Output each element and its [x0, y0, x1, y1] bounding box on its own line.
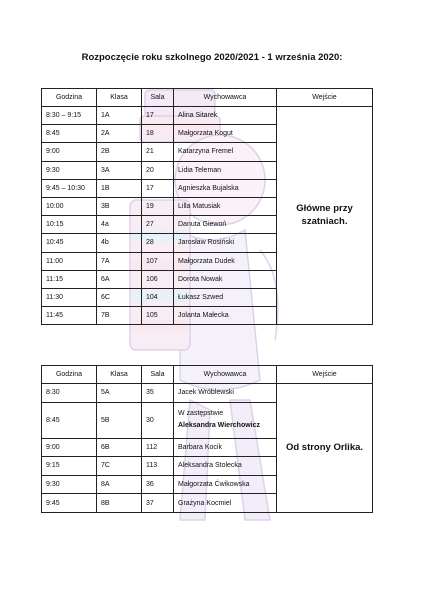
time-cell: 8:45 [42, 125, 97, 143]
time-cell: 9:00 [42, 143, 97, 161]
time-cell: 9:45 – 10:30 [42, 179, 97, 197]
class-cell: 5A [97, 384, 142, 403]
teacher-cell: Grażyna Kocmiel [174, 494, 277, 513]
class-cell: 1A [97, 107, 142, 125]
table-header-row [42, 89, 373, 107]
room-cell: 28 [142, 234, 174, 252]
teacher-cell: Małgorzata Dudek [174, 252, 277, 270]
header-wejscie: Wejście [277, 89, 373, 107]
time-cell: 10:00 [42, 197, 97, 215]
page-title: Rozpoczęcie roku szkolnego 2020/2021 - 1 września 2020: [81, 52, 343, 63]
room-cell: 21 [142, 143, 174, 161]
header-godzina: Godzina [42, 89, 97, 107]
time-cell: 8:30 [42, 384, 97, 403]
teacher-cell: Małgorzata Ćwikowska [174, 475, 277, 494]
room-cell: 35 [142, 384, 174, 403]
schedule-table-orlik-entrance [41, 365, 373, 513]
header-wychowawca: Wychowawca [174, 89, 277, 107]
teacher-cell: Alina Sitarek [174, 107, 277, 125]
time-cell: 11:45 [42, 307, 97, 325]
entrance-cell: Od strony Orlika. [277, 384, 373, 513]
header-godzina: Godzina [42, 366, 97, 384]
time-cell: 8:45 [42, 402, 97, 438]
room-cell: 37 [142, 494, 174, 513]
class-cell: 4b [97, 234, 142, 252]
header-sala: Sala [142, 89, 174, 107]
room-cell: 113 [142, 457, 174, 476]
teacher-cell: Jacek Wróblewski [174, 384, 277, 403]
teacher-cell: Katarzyna Fremel [174, 143, 277, 161]
time-cell: 10:45 [42, 234, 97, 252]
teacher-cell: Małgorzata Kogut [174, 125, 277, 143]
class-cell: 4a [97, 216, 142, 234]
room-cell: 27 [142, 216, 174, 234]
room-cell: 36 [142, 475, 174, 494]
class-cell: 7A [97, 252, 142, 270]
class-cell: 6B [97, 438, 142, 457]
class-cell: 6C [97, 288, 142, 306]
header-wejscie: Wejście [277, 366, 373, 384]
time-cell: 8:30 – 9:15 [42, 107, 97, 125]
time-cell: 11:00 [42, 252, 97, 270]
teacher-cell: Jolanta Małecka [174, 307, 277, 325]
class-cell: 6A [97, 270, 142, 288]
room-cell: 104 [142, 288, 174, 306]
time-cell: 10:15 [42, 216, 97, 234]
header-wychowawca: Wychowawca [174, 366, 277, 384]
class-cell: 3A [97, 161, 142, 179]
room-cell: 107 [142, 252, 174, 270]
class-cell: 7C [97, 457, 142, 476]
table-row [42, 107, 373, 125]
teacher-cell: Barbara Kocik [174, 438, 277, 457]
table-header-row [42, 366, 373, 384]
class-cell: 2A [97, 125, 142, 143]
teacher-cell: Jarosław Rosiński [174, 234, 277, 252]
class-cell: 2B [97, 143, 142, 161]
room-cell: 18 [142, 125, 174, 143]
time-cell: 9:30 [42, 475, 97, 494]
teacher-name: Aleksandra Wierchowicz [178, 422, 261, 430]
time-cell: 9:00 [42, 438, 97, 457]
time-cell: 11:15 [42, 270, 97, 288]
header-klasa: Klasa [97, 89, 142, 107]
class-cell: 5B [97, 402, 142, 438]
time-cell: 9:30 [42, 161, 97, 179]
teacher-cell: Agnieszka Bujalska [174, 179, 277, 197]
teacher-cell: Danuta Giewoń [174, 216, 277, 234]
teacher-cell: Dorota Nowak [174, 270, 277, 288]
header-klasa: Klasa [97, 366, 142, 384]
teacher-cell: Aleksandra Stolecka [174, 457, 277, 476]
time-cell: 11:30 [42, 288, 97, 306]
time-cell: 9:15 [42, 457, 97, 476]
class-cell: 8A [97, 475, 142, 494]
class-cell: 8B [97, 494, 142, 513]
room-cell: 105 [142, 307, 174, 325]
schedule-table-main-entrance [41, 88, 373, 325]
teacher-note: W zastępstwie [178, 409, 224, 417]
room-cell: 20 [142, 161, 174, 179]
entrance-cell: Główne przy szatniach. [277, 107, 373, 325]
class-cell: 3B [97, 197, 142, 215]
teacher-cell: Lidia Teleman [174, 161, 277, 179]
time-cell: 9:45 [42, 494, 97, 513]
room-cell: 17 [142, 179, 174, 197]
room-cell: 17 [142, 107, 174, 125]
table-row [42, 384, 373, 403]
teacher-cell: Lilla Matusiak [174, 197, 277, 215]
teacher-cell: Łukasz Szwed [174, 288, 277, 306]
room-cell: 30 [142, 402, 174, 438]
header-sala: Sala [142, 366, 174, 384]
teacher-cell [174, 402, 277, 438]
class-cell: 1B [97, 179, 142, 197]
room-cell: 106 [142, 270, 174, 288]
room-cell: 19 [142, 197, 174, 215]
class-cell: 7B [97, 307, 142, 325]
room-cell: 112 [142, 438, 174, 457]
